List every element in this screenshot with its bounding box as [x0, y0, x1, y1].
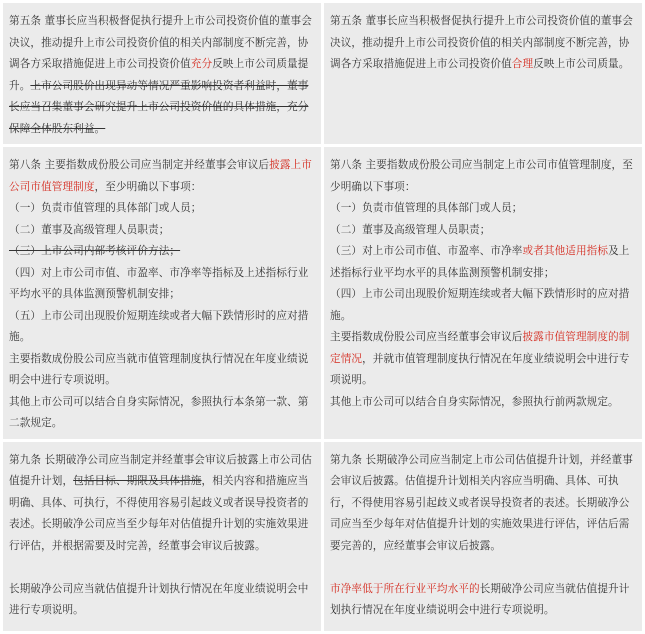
- paragraph: [9, 392, 316, 435]
- text-segment: 第九条 长期破净公司应当制定上市公司估值提升计划，并经董事会审议后披露。估值提升计划相关内容应当明确、具体、可执行，不得使用容易引起歧义或者误导投资者的表述。长期破净公司应当至少每年对估值提升计划的实施效果进行评估，评估后需要完善的，应经董事会审议后披露。: [330, 453, 633, 552]
- text-segment: （三）对上市公司市值、市盈率、市净率: [330, 245, 523, 257]
- text-segment: 第五条 董事长应当积极督促执行提升上市公司投资价值的董事会决议，推动提升上市公司投资价值的相关内部制度不断完善，协调各方采取措施促进上市公司投资价值: [9, 15, 312, 70]
- text-segment: （一）负责市值管理的具体部门或人员；: [330, 202, 523, 214]
- paragraph: [9, 220, 316, 242]
- deleted-text: （三）上市公司内部考核评价方法；: [9, 245, 181, 257]
- paragraph: [9, 155, 316, 198]
- text-segment: ，至少明确以下事项：: [94, 180, 202, 193]
- text-segment: 第八条 主要指数成份股公司应当制定并经董事会审议后: [9, 159, 270, 171]
- paragraph: [330, 198, 637, 220]
- cell-new-article-5: [324, 3, 642, 144]
- paragraph: [330, 241, 637, 284]
- table-row: [3, 442, 642, 632]
- paragraph-spacer: [330, 557, 637, 579]
- paragraph: [330, 284, 637, 327]
- text-segment: 主要指数成份股公司应当就市值管理制度执行情况在年度业绩说明会中进行专项说明。: [9, 352, 309, 386]
- paragraph: [9, 241, 316, 263]
- highlighted-text: 合理: [511, 58, 534, 70]
- table-row: [3, 147, 642, 439]
- text-segment: （四）上市公司出现股价短期连续或者大幅下跌情形时的应对措施。: [330, 288, 630, 322]
- paragraph: [330, 392, 637, 414]
- paragraph-spacer: [9, 557, 316, 579]
- highlighted-text: 市净率低于所在行业平均水平的: [330, 582, 480, 595]
- text-segment: 第九条 长期破净公司应当制定并经董事会审议后披露上市公司估值提升计划，: [9, 453, 312, 487]
- paragraph: [330, 579, 637, 622]
- text-segment: （五）上市公司出现股价短期连续或者大幅下跌情形时的应对措施。: [9, 309, 309, 343]
- paragraph: [9, 306, 316, 349]
- text-segment: 反映上市公司质量。: [533, 58, 630, 70]
- highlighted-text: 或者其他适用指标: [522, 245, 609, 257]
- highlighted-text: 充分: [190, 58, 213, 70]
- cell-old-article-9: [3, 442, 321, 632]
- text-segment: ，相关内容和措施应当明确、具体、可执行，不得使用容易引起歧义或者误导投资者的表述。长期破净公司应当至少每年对估值提升计划的实施效果进行评估，并根据需要及时完善，经董事会审议后披露。: [9, 475, 309, 552]
- text-segment: ，并就市值管理制度执行情况在年度业绩说明会中进行专项说明。: [330, 352, 630, 386]
- paragraph: [9, 349, 316, 392]
- deleted-text: 上市公司股价出现异动等情况严重影响投资者利益时，董事长应当召集董事会研究提升上市公司投资价值的具体措施，充分保障全体股东利益。: [9, 79, 309, 135]
- paragraph: [9, 579, 316, 622]
- paragraph: [9, 263, 316, 306]
- cell-new-article-9: [324, 442, 642, 632]
- text-segment: 其他上市公司可以结合自身实际情况，参照执行本条第一款、第二款规定。: [9, 395, 309, 429]
- text-segment: （二）董事及高级管理人员职责；: [330, 223, 491, 236]
- highlighted-text: 披露市值管理制度的制定情况: [330, 331, 630, 365]
- table-row: [3, 3, 642, 144]
- paragraph: [330, 220, 637, 242]
- text-segment: 第八条 主要指数成份股公司应当制定上市公司市值管理制度，至少明确以下事项：: [330, 159, 633, 193]
- cell-new-article-8: [324, 147, 642, 439]
- highlighted-text: 披露上市公司市值管理制度: [9, 159, 312, 193]
- cell-old-article-5: [3, 3, 321, 144]
- paragraph: [330, 11, 637, 76]
- paragraph: [9, 450, 316, 558]
- text-segment: 长期破净公司应当就估值提升计划执行情况在年度业绩说明会中进行专项说明。: [9, 582, 309, 616]
- paragraph: [9, 11, 316, 140]
- paragraph: [330, 155, 637, 198]
- paragraph: [330, 450, 637, 558]
- text-segment: （四）对上市公司市值、市盈率、市净率等指标及上述指标行业平均水平的具体监测预警机制安排；: [9, 266, 309, 300]
- text-segment: 及上述指标行业平均水平的具体监测预警机制安排；: [330, 245, 630, 279]
- text-segment: （一）负责市值管理的具体部门或人员；: [9, 202, 202, 214]
- text-segment: 第五条 董事长应当积极督促执行提升上市公司投资价值的董事会决议，推动提升上市公司投资价值的相关内部制度不断完善，协调各方采取措施促进上市公司投资价值: [330, 15, 633, 70]
- text-segment: 反映上市公司质量提升。: [9, 58, 309, 92]
- paragraph: [9, 198, 316, 220]
- paragraph: [330, 327, 637, 392]
- text-segment: （二）董事及高级管理人员职责；: [9, 223, 170, 236]
- text-segment: 长期破净公司应当就估值提升计划执行情况在年度业绩说明会中进行专项说明。: [330, 582, 630, 616]
- deleted-text: 包括目标、期限及具体措施: [73, 475, 202, 487]
- cell-old-article-8: [3, 147, 321, 439]
- text-segment: 其他上市公司可以结合自身实际情况，参照执行前两款规定。: [330, 395, 619, 408]
- text-segment: 主要指数成份股公司应当经董事会审议后: [330, 331, 523, 343]
